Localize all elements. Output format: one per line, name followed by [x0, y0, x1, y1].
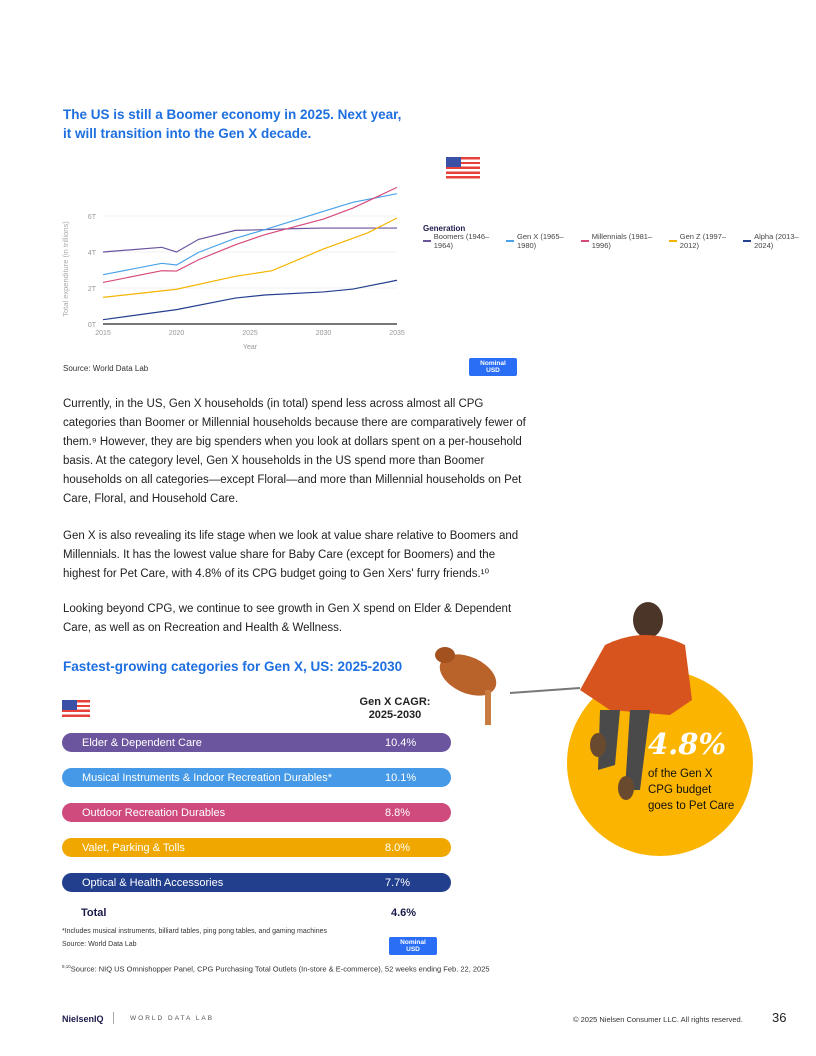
legend-swatch: [581, 240, 589, 242]
line-chart: [55, 165, 415, 360]
us-flag-icon: [62, 700, 90, 718]
paragraph-1: Currently, in the US, Gen X households (in total) spend less across almost all CPG categories than Boomer or Millennial households because there are comparatively fewer of them.⁹ However, they are big spenders when you look at dollars spent on a per-household basis. At the category level, Gen X households in the US spend more than Boomer households on all categories—except Floral—and more than Millennial households on Pet Care, Floral, and Household Care.: [63, 398, 526, 505]
category-value: 10.4%: [385, 736, 417, 749]
x-tick-label: 2015: [95, 330, 111, 337]
legend-item: [581, 231, 669, 250]
x-tick-label: 2035: [389, 330, 405, 337]
category-bar: [62, 873, 451, 892]
callout-value: 4.8%: [648, 727, 727, 761]
y-tick-label: 6T: [87, 214, 96, 221]
x-tick-label: 2025: [242, 330, 258, 337]
us-flag-icon: [446, 157, 480, 179]
dog-walker-photo: [430, 590, 816, 870]
category-label: Optical & Health Accessories: [82, 876, 224, 889]
y-tick-label: 4T: [87, 250, 96, 257]
category-value: 7.7%: [385, 876, 411, 889]
legend-label: Boomers (1946–1964): [433, 231, 490, 250]
categories-title: Fastest-growing categories for Gen X, US: 2025-2030: [63, 659, 403, 674]
legend-swatch: [423, 240, 431, 242]
legend-swatch: [669, 240, 677, 242]
nominal-usd-badge: Nominal USD: [469, 358, 517, 376]
series-line-millennials: [103, 187, 397, 282]
chart-legend: [423, 222, 816, 250]
legend-item: [506, 231, 581, 250]
copyright: © 2025 Nielsen Consumer LLC. All rights reserved.: [573, 1015, 743, 1024]
footnote: *Includes musical instruments, billiard tables, ping pong tables, and gaming machines: [62, 928, 327, 935]
paragraph-2: Gen X is also revealing its life stage when we look at value share relative to Boomers and Millennials. It has the lowest value share for Baby Care (except for Boomers) and the highest for Pet Care, with 4.8% of its CPG budget going to Gen Xers' furry friends.¹⁰: [63, 530, 519, 580]
page-number: 36: [772, 1010, 787, 1025]
y-tick-label: 0T: [87, 322, 96, 329]
world-data-lab-logo: WORLD DATA LAB: [130, 1015, 215, 1022]
x-tick-label: 2030: [315, 330, 332, 337]
nominal-usd-badge-2: Nominal USD: [389, 937, 437, 955]
legend-item: [743, 231, 816, 250]
categories-source: Source: World Data Lab: [62, 941, 137, 948]
total-value: 4.6%: [391, 907, 417, 919]
category-bar: [62, 838, 451, 857]
category-value: 8.0%: [385, 841, 411, 854]
legend-item: [669, 231, 743, 250]
category-label: Outdoor Recreation Durables: [82, 806, 226, 819]
category-bar: [62, 803, 451, 822]
legend-swatch: [506, 240, 514, 242]
callout-text: of the Gen X CPG budget goes to Pet Care: [648, 768, 735, 812]
category-bar: [62, 733, 451, 752]
x-axis-label: Year: [242, 344, 258, 351]
category-label: Elder & Dependent Care: [82, 736, 202, 749]
paragraph-3: Looking beyond CPG, we continue to see growth in Gen X spend on Elder & Dependent Care, as well as on Recreation and Health & Wellness.: [63, 603, 512, 634]
category-value: 10.1%: [385, 771, 417, 784]
source-note-text: Source: NIQ US Omnishopper Panel, CPG Purchasing Total Outlets (In-store & E-commerce), 52 weeks ending Feb. 22, 2025: [70, 964, 490, 974]
legend-title: Generation: [423, 223, 466, 233]
legend-label: Alpha (2013–2024): [754, 231, 799, 250]
category-label: Valet, Parking & Tolls: [82, 841, 185, 854]
category-bar: [62, 768, 451, 787]
legend-label: Gen X (1965–1980): [516, 231, 564, 250]
y-axis-label: Total expenditure (in trillions): [61, 221, 70, 317]
leash: [510, 688, 580, 693]
series-line-gen: [103, 194, 397, 275]
nielseniq-logo: NielsenIQ: [62, 1014, 104, 1024]
cagr-header: Gen X CAGR: 2025-2030: [359, 696, 431, 721]
y-tick-label: 2T: [87, 286, 96, 293]
legend-item: [423, 231, 506, 250]
legend-label: Gen Z (1997–2012): [679, 231, 727, 250]
total-label: Total: [81, 907, 107, 919]
category-label: Musical Instruments & Indoor Recreation Durables*: [82, 771, 333, 784]
person-head: [633, 602, 663, 638]
footer-divider: [113, 1012, 114, 1024]
source-note: [62, 964, 490, 974]
x-tick-label: 2020: [168, 330, 185, 337]
source-note-sup: 9,10: [62, 964, 71, 969]
category-value: 8.8%: [385, 806, 411, 819]
chart-title: The US is still a Boomer economy in 2025. Next year, it will transition into the Gen X decade.: [63, 107, 402, 141]
series-line-alpha: [103, 280, 397, 319]
chart-source: Source: World Data Lab: [63, 364, 149, 373]
legend-label: Millennials (1981–1996): [591, 231, 653, 250]
legend-swatch: [743, 240, 751, 242]
